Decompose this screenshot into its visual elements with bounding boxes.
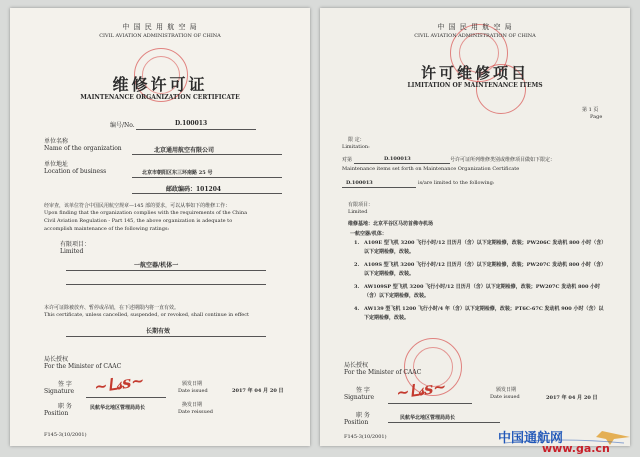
category: 一航空器/机体： xyxy=(350,231,387,237)
handwritten-signature: ~ᒪ𝓈ꜱ~ xyxy=(394,376,448,403)
signature-label-en: Signature xyxy=(44,388,75,395)
validity-cn: 本许可证除被放弃、暂停或吊销，在下述期限内将一直有效。 xyxy=(44,305,180,311)
postcode-underline xyxy=(132,193,282,194)
item-number: 3. xyxy=(354,284,360,290)
no-label: 编号/No. xyxy=(110,122,135,129)
body-en-2: Civil Aviation Regulation - Part 145, the above organization is adequate to xyxy=(44,218,233,224)
date-issued-label: 颁发日期 xyxy=(496,387,517,393)
body-en-3: accomplish maintenance of the following ratings: xyxy=(44,226,170,232)
watermark-text: 中国通航网 xyxy=(498,431,564,446)
body-cn: 经审查，该单位符合中国民用航空规章—145 部的要求，可以从事如下的维修工作： xyxy=(44,203,231,209)
limitation-number-2: D.100013 xyxy=(346,180,373,186)
header-cn: 中 国 民 用 航 空 局 xyxy=(437,23,513,31)
maintenance-base: 维修基地：北京平谷区马坊首佛寺机场 xyxy=(348,221,434,227)
items-title-en: LIMITATION OF MAINTENANCE ITEMS xyxy=(407,82,543,89)
header-en: CIVIL AVIATION ADMINISTRATION OF CHINA xyxy=(99,33,221,39)
limitation-text-en-2: is/are limited to the following: xyxy=(418,180,495,186)
certificate-title-en: MAINTENANCE ORGANIZATION CERTIFICATE xyxy=(80,94,240,101)
date-reissued-label-en: Date reissued xyxy=(178,409,214,415)
date-issued: 2017 年 04 月 20 日 xyxy=(232,388,284,394)
limitation-underline xyxy=(354,163,450,164)
position-label-cn: 职 务 xyxy=(58,403,72,410)
limitation-number: D.100013 xyxy=(384,156,411,162)
org-label-cn: 单位名称 xyxy=(44,138,69,145)
header-en: CIVIL AVIATION ADMINISTRATION OF CHINA xyxy=(414,33,536,39)
position-value: 民航华北地区管理局局长 xyxy=(90,405,146,411)
certificate-number: D.100013 xyxy=(175,120,208,127)
rating-underline-2 xyxy=(66,284,266,285)
authority-cn: 局长授权 xyxy=(44,356,69,363)
header-cn: 中 国 民 用 航 空 局 xyxy=(122,23,198,31)
handwritten-signature: ~ᒪ𝓈ꜱ~ xyxy=(92,370,146,397)
date-issued-label-en: Date issued xyxy=(490,394,520,400)
addr-label-cn: 单位地址 xyxy=(44,161,69,168)
limited-label-en: Limited xyxy=(60,248,84,255)
signature-label-cn: 签 字 xyxy=(356,387,370,394)
limited-label-cn: 有限项目： xyxy=(60,241,91,248)
item-number: 1. xyxy=(354,240,360,246)
address: 北京市朝阳区东三环南路 25 号 xyxy=(142,170,213,176)
list-item: AW139 型飞机 1200 飞行小时/4 年（含）以下定期检修，改装；PT6C-67C 发动机 900 小时（含）以下定期检修，改装。 xyxy=(364,306,604,321)
number-underline xyxy=(136,129,256,130)
position-underline xyxy=(388,422,500,423)
items-title: 许可维修项目 xyxy=(420,64,529,82)
page-cn: 第 1 页 xyxy=(582,107,599,113)
date-reissued-label: 换发日期 xyxy=(182,402,203,408)
signature-label-en: Signature xyxy=(344,394,375,401)
form-number: F145-3(10/2001) xyxy=(44,432,87,438)
position-label-en: Position xyxy=(344,419,369,426)
validity-value: 长期有效 xyxy=(146,328,171,335)
signature-underline xyxy=(86,397,166,398)
org-name: 北京通用航空有限公司 xyxy=(154,147,215,154)
limited-label-en: Limited xyxy=(348,209,368,215)
authority-cn: 局长授权 xyxy=(344,362,369,369)
addr-underline xyxy=(132,177,282,178)
limitation-underline-2 xyxy=(342,187,416,188)
watermark-url: www.ga.cn xyxy=(542,442,610,455)
limitation-label-en: Limitation: xyxy=(342,144,370,150)
authority-en: For the Minister of CAAC xyxy=(344,369,422,376)
limited-label-cn: 有限项目： xyxy=(348,202,374,208)
certificate-title: 维修许可证 xyxy=(112,75,208,94)
limitation-of-maintenance-items xyxy=(320,8,630,446)
limited-rating: 一航空器/机体一 xyxy=(134,262,179,269)
date-issued-label-en: Date issued xyxy=(178,388,208,394)
site-watermark xyxy=(484,427,634,455)
date-issued: 2017 年 04 月 20 日 xyxy=(546,395,598,401)
item-number: 2. xyxy=(354,262,360,268)
limitation-line-cn: 对第 xyxy=(342,157,353,163)
item-number: 4. xyxy=(354,306,360,312)
form-number: F145-3(10/2001) xyxy=(344,434,387,440)
body-en-1: Upon finding that the organization complies with the requirements of the China xyxy=(44,210,248,216)
signature-underline xyxy=(388,403,472,404)
position-label-cn: 职 务 xyxy=(356,412,370,419)
validity-en: This certificate, unless cancelled, suspended, or revoked, shall continue in effect xyxy=(44,312,250,318)
page-en: Page xyxy=(590,114,603,120)
addr-label-en: Location of business xyxy=(44,168,107,175)
list-item: A109S 型飞机 3200 飞行小时/12 日历月（含）以下定期检修，改装；PW207C 发动机 800 小时（含）以下定期检修，改装。 xyxy=(364,262,604,277)
limitation-text-cn: 号许可证所列维修类别或维修项目做如下限定： xyxy=(450,157,556,163)
date-issued-label: 颁发日期 xyxy=(182,381,203,387)
list-item: AW109SP 型飞机 3200 飞行小时/12 日历月（含）以下定期检修，改装；PW207C 发动机 800 小时（含）以下定期检修，改装。 xyxy=(364,284,601,299)
signature-label-cn: 签 字 xyxy=(58,381,72,388)
validity-underline xyxy=(66,336,266,337)
limitation-text-en: Maintenance items set forth on Maintenance Organization Certificate xyxy=(342,166,520,172)
list-item: A109E 型飞机 3200 飞行小时/12 日历月（含）以下定期检修，改装；PW206C 发动机 800 小时（含）以下定期检修，改装。 xyxy=(364,240,604,255)
authority-en: For the Minister of CAAC xyxy=(44,363,122,370)
postcode: 邮政编码：101204 xyxy=(166,186,222,193)
maintenance-certificate xyxy=(10,8,310,446)
limitation-label-cn: 限 定： xyxy=(348,137,365,143)
position-value: 民航华北地区管理局局长 xyxy=(400,415,456,421)
org-underline xyxy=(132,154,282,155)
position-label-en: Position xyxy=(44,410,69,417)
rating-underline xyxy=(66,270,266,271)
org-label-en: Name of the organization xyxy=(44,145,122,152)
